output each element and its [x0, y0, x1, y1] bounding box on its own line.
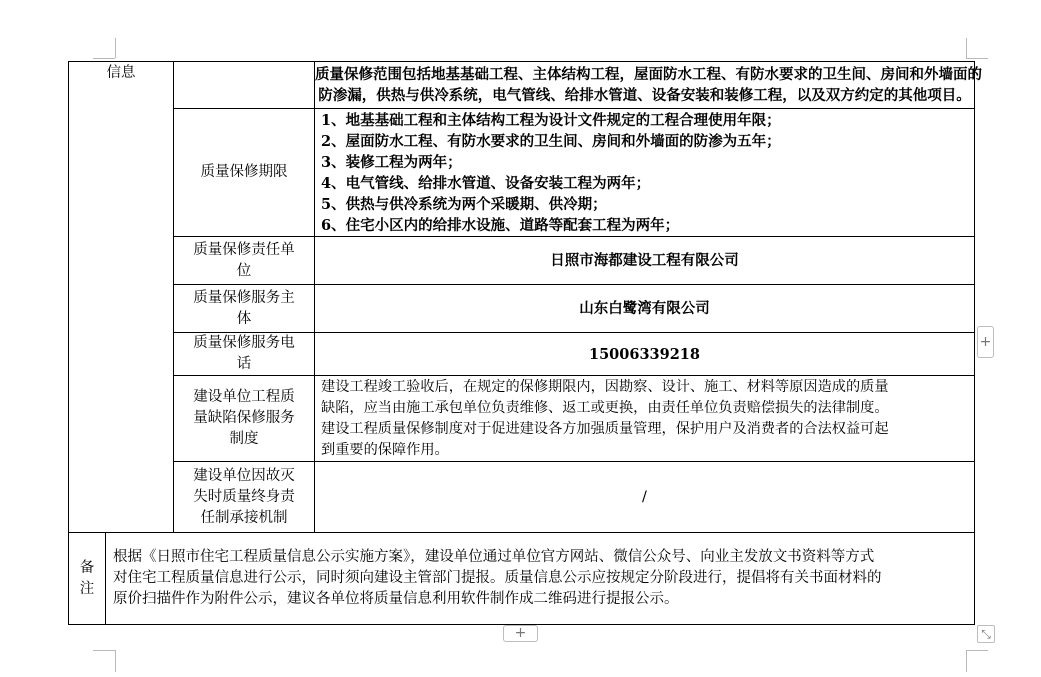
scope-label-cell[interactable]: [174, 62, 315, 109]
service-label: 质量保修服务主: [193, 289, 295, 306]
defect-label: 建设单位工程质: [193, 389, 295, 405]
remark-label: 注: [79, 580, 95, 597]
page-corner-mark: [93, 58, 115, 59]
service-value: 山东白鹭湾有限公司: [579, 300, 710, 317]
service-value-cell[interactable]: [315, 285, 975, 333]
period-label: 质量保修期限: [200, 164, 288, 180]
page-corner-mark: [966, 58, 988, 59]
phone-label: 质量保修服务电: [193, 335, 295, 351]
table-row: [69, 62, 975, 109]
remark-label: 备: [79, 559, 95, 576]
page-corner-mark: [93, 650, 115, 651]
defect-text-line: 建设工程质量保修制度对于促进建设各方加强质量管理，保护用户及消费者的合法权益可起: [321, 421, 889, 437]
period-label-cell[interactable]: [174, 109, 315, 237]
table-row: [69, 237, 975, 285]
phone-label-cell[interactable]: [174, 333, 315, 376]
defect-text-line: 建设工程竣工验收后，在规定的保修期限内，因勘察、设计、施工、材料等原因造成的质量: [321, 379, 889, 395]
section-label-cell[interactable]: [69, 62, 174, 533]
remark-text-cell[interactable]: [106, 533, 975, 625]
resp-label: 位: [236, 262, 252, 279]
resize-icon: ⤡: [981, 627, 991, 641]
page-corner-mark: [115, 38, 116, 58]
resp-label-cell[interactable]: [174, 237, 315, 285]
service-label-cell[interactable]: [174, 285, 315, 333]
period-item: 4、电气管线、给排水管道、设备安装工程为两年；: [321, 174, 651, 192]
add-column-button[interactable]: [977, 326, 994, 358]
succession-label: 失时质量终身责: [193, 488, 295, 505]
page-corner-mark: [115, 650, 116, 672]
remark-text-line: 原价扫描件作为附件公示，建议各单位将质量信息利用软件制作成二维码进行提报公示。: [113, 591, 679, 607]
succession-value-cell[interactable]: [315, 462, 975, 533]
scope-text-line: 质量保修范围包括地基基础工程、主体结构工程，屋面防水工程、有防水要求的卫生间、房间和外墙面的: [315, 66, 982, 83]
defect-text-line: 到重要的保障作用。: [321, 442, 449, 458]
resp-value: 日照市海都建设工程有限公司: [550, 252, 739, 269]
table-row: [69, 109, 975, 237]
add-row-button[interactable]: [503, 625, 538, 642]
remark-text-line: 对住宅工程质量信息进行公示，同时须向建设主管部门提报。质量信息公示应按规定分阶段进行，提倡将有关书面材料的: [113, 570, 882, 586]
resp-value-cell[interactable]: [315, 237, 975, 285]
scope-text-line: 防渗漏，供热与供冷系统，电气管线、给排水管道、设备安装和装修工程，以及双方约定的其他项目。: [318, 87, 971, 104]
succession-label-cell[interactable]: [174, 462, 315, 533]
scope-text-cell[interactable]: [315, 62, 982, 109]
page-corner-mark: [966, 650, 988, 651]
table-row: [69, 462, 975, 533]
succession-label: 任制承接机制: [200, 509, 288, 526]
phone-value-cell[interactable]: [315, 333, 975, 376]
period-item: 2、屋面防水工程、有防水要求的卫生间、房间和外墙面的防渗为五年；: [321, 132, 781, 150]
period-item: 6、住宅小区内的给排水设施、道路等配套工程为两年；: [321, 216, 680, 234]
plus-icon: +: [979, 334, 992, 350]
period-item: 3、装修工程为两年；: [321, 153, 462, 171]
quality-info-table: [68, 61, 982, 625]
service-label: 体: [236, 310, 252, 327]
page-corner-mark: [966, 38, 967, 58]
defect-label: 制度: [229, 431, 259, 447]
period-item: 5、供热与供冷系统为两个采暖期、供冷期；: [321, 195, 607, 213]
table-row: [69, 376, 975, 462]
succession-label: 建设单位因故灭: [193, 467, 295, 484]
remark-text-line: 根据《日照市住宅工程质量信息公示实施方案》，建设单位通过单位官方网站、微信公众号、向业主发放文书资料等方式: [113, 549, 875, 565]
plus-icon: +: [514, 625, 527, 641]
defect-text-line: 缺陷，应当由施工承包单位负责维修、返工或更换，由责任单位负责赔偿损失的法律制度。: [321, 400, 889, 416]
defect-label: 量缺陷保修服务: [193, 410, 295, 426]
table-row: [69, 285, 975, 333]
section-label: 信息: [106, 65, 136, 81]
period-items-cell[interactable]: [315, 109, 975, 237]
remark-label-cell[interactable]: [69, 533, 106, 625]
table-row: [69, 533, 975, 625]
defect-text-cell[interactable]: [315, 376, 975, 462]
defect-label-cell[interactable]: [174, 376, 315, 462]
table-resize-handle[interactable]: [977, 625, 995, 643]
resp-label: 质量保修责任单: [193, 241, 295, 258]
phone-value: 15006339218: [589, 345, 700, 363]
phone-label: 话: [236, 356, 252, 372]
succession-value: /: [642, 488, 647, 505]
page-corner-mark: [966, 650, 967, 672]
table-row: [69, 333, 975, 376]
period-item: 1、地基基础工程和主体结构工程为设计文件规定的工程合理使用年限；: [321, 111, 781, 129]
